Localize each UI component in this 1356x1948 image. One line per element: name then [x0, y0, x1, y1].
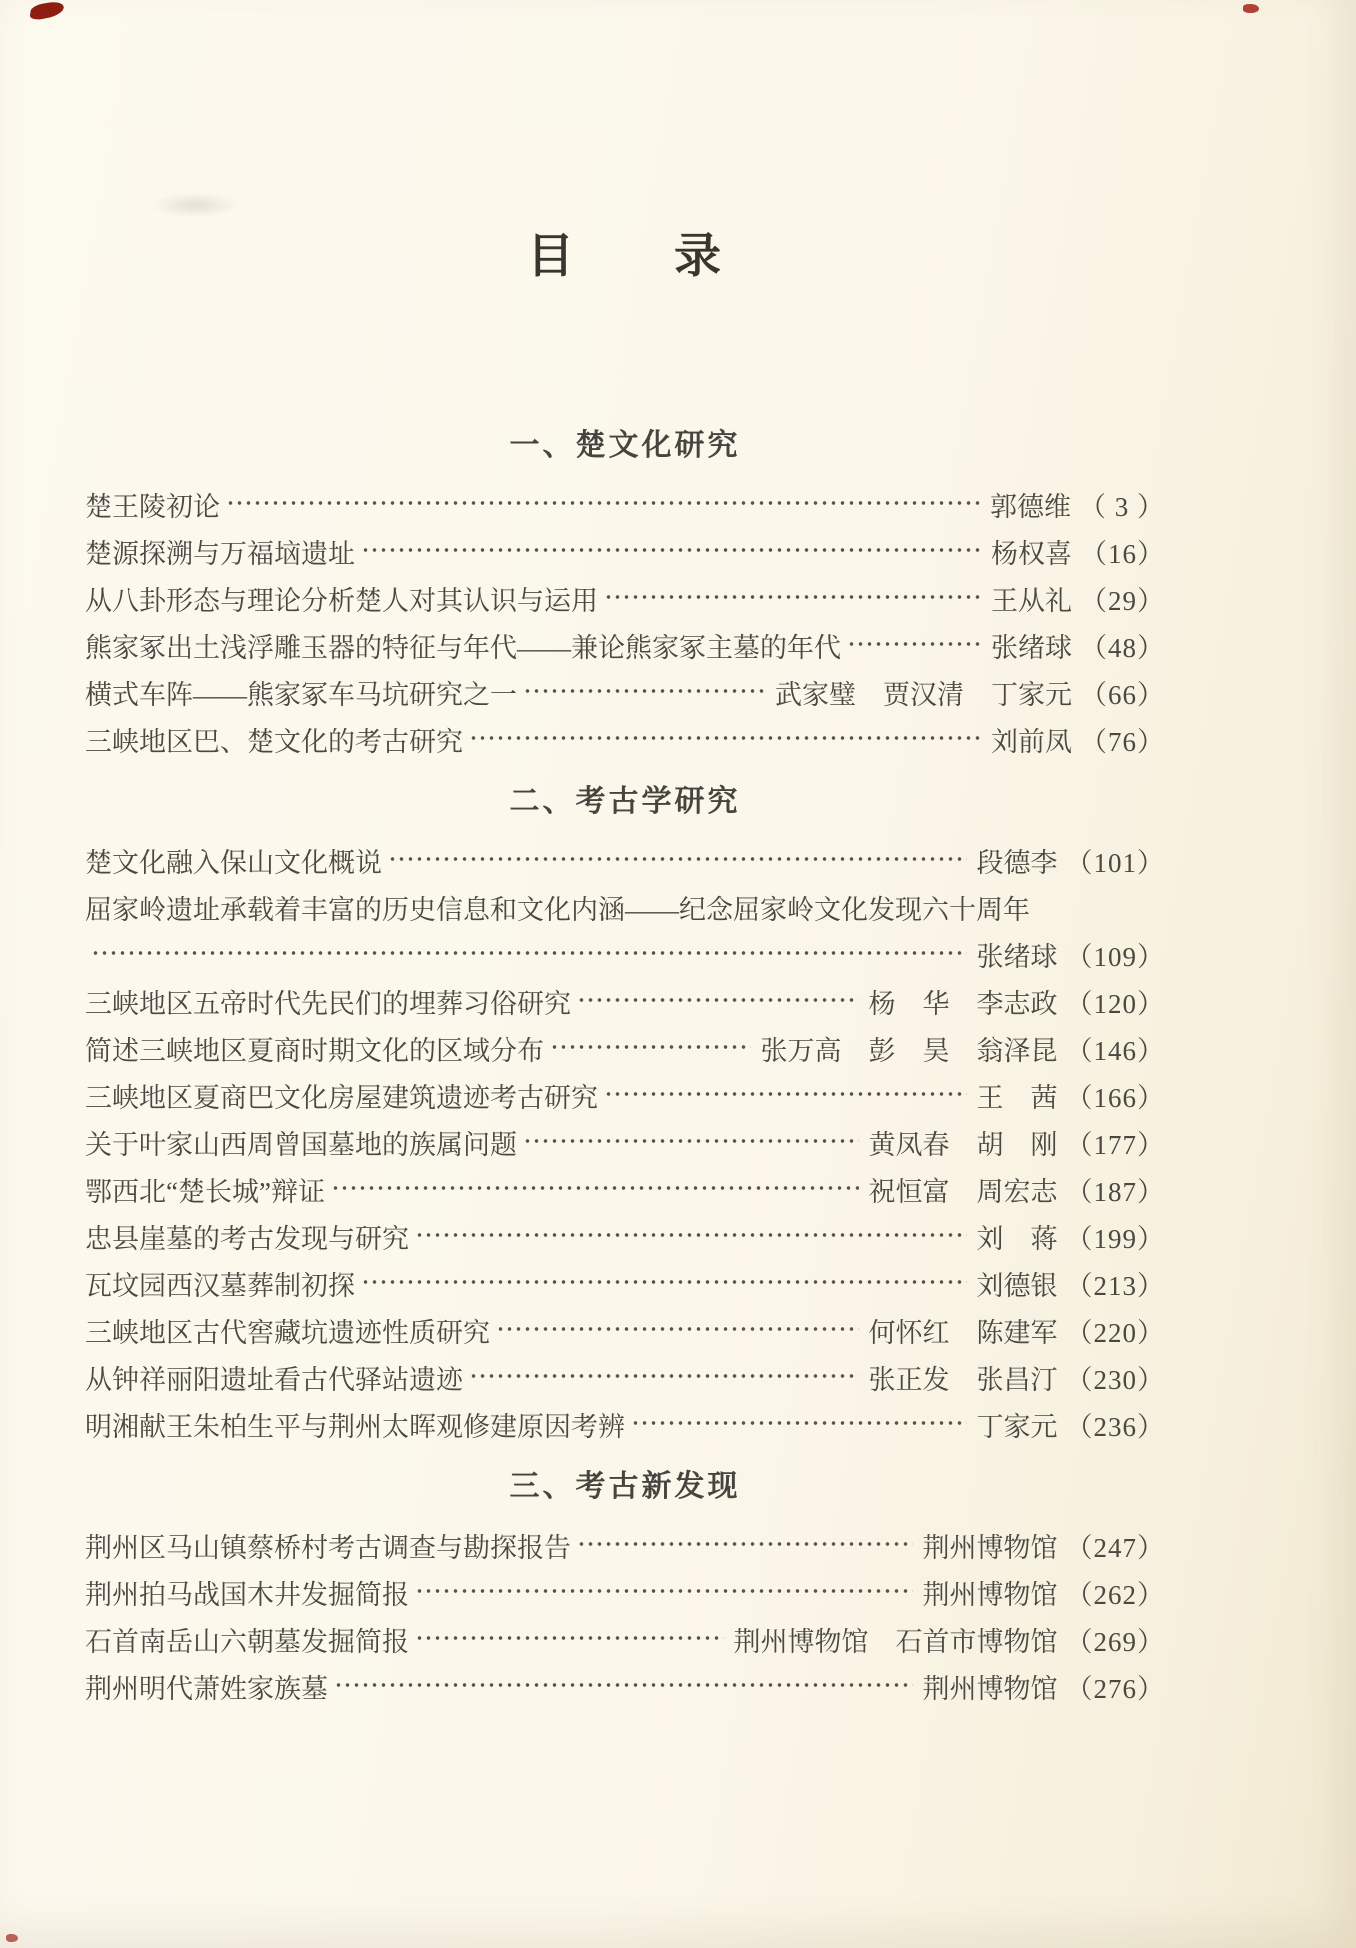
- entry-page: （146）: [1065, 1036, 1165, 1066]
- entry-authors: 杨权喜: [991, 539, 1072, 569]
- toc-entry: [85, 578, 1165, 625]
- dot-leader: [361, 536, 981, 563]
- entry-title: 简述三峡地区夏商时期文化的区域分布: [85, 1036, 544, 1066]
- toc-entry: [85, 625, 1165, 672]
- entry-authors: 荆州博物馆: [922, 1674, 1058, 1704]
- toc-entry: [85, 672, 1165, 719]
- toc-entry: [85, 719, 1165, 766]
- entry-title: 楚王陵初论: [85, 492, 220, 522]
- dot-leader: [361, 1268, 967, 1295]
- toc-entry: [85, 981, 1165, 1028]
- entry-page: （236）: [1065, 1412, 1165, 1442]
- entry-page: （262）: [1065, 1580, 1165, 1610]
- toc-entry: [85, 1357, 1165, 1404]
- entry-title: 鄂西北“楚长城”辩证: [85, 1177, 325, 1207]
- entry-title: 荆州区马山镇蔡桥村考古调查与勘探报告: [85, 1533, 571, 1563]
- entry-page: （ 3 ）: [1079, 492, 1165, 522]
- toc-entry: [85, 840, 1165, 887]
- dot-leader: [496, 1315, 859, 1342]
- entry-page: （120）: [1065, 989, 1165, 1019]
- scan-artifact: [29, 0, 65, 21]
- entry-authors: 刘 蒋: [976, 1224, 1058, 1254]
- entry-page: （230）: [1065, 1365, 1165, 1395]
- entry-list: [85, 840, 1165, 1451]
- section-heading: 一、楚文化研究: [509, 429, 741, 462]
- dot-leader: [331, 1174, 859, 1201]
- entry-page: （109）: [1065, 942, 1165, 972]
- entry-authors: 张绪球: [991, 633, 1072, 663]
- entry-authors: 王 茜: [976, 1083, 1058, 1113]
- entry-authors: 武家璧 贾汉清 丁家元: [775, 680, 1072, 710]
- entry-title: 楚源探溯与万福垴遗址: [85, 539, 355, 569]
- toc-section-3: [85, 1467, 1165, 1713]
- entry-title: 荆州明代萧姓家族墓: [85, 1674, 328, 1704]
- entry-authors: 何怀红 陈建军: [868, 1318, 1058, 1348]
- toc-entry: [85, 1310, 1165, 1357]
- entry-title: 熊家冢出土浅浮雕玉器的特征与年代——兼论熊家冢主墓的年代: [85, 633, 841, 663]
- entry-title: 从八卦形态与理论分析楚人对其认识与运用: [85, 586, 598, 616]
- entry-page: （76）: [1080, 727, 1165, 757]
- entry-authors: 杨 华 李志政: [868, 989, 1058, 1019]
- entry-authors: 荆州博物馆: [922, 1533, 1058, 1563]
- toc-entry: [85, 887, 1165, 934]
- entry-authors: 段德李: [976, 848, 1058, 878]
- scan-artifact: [1243, 4, 1259, 13]
- entry-title: 三峡地区夏商巴文化房屋建筑遗迹考古研究: [85, 1083, 598, 1113]
- entry-authors: 黄凤春 胡 刚: [868, 1130, 1058, 1160]
- dot-leader: [577, 986, 859, 1013]
- entry-authors: 丁家元: [976, 1412, 1058, 1442]
- entry-authors: 张万高 彭 昊 翁泽昆: [760, 1036, 1058, 1066]
- toc-entry: [85, 1122, 1165, 1169]
- entry-page: （66）: [1080, 680, 1165, 710]
- entry-page: （101）: [1065, 848, 1165, 878]
- toc-content: [85, 0, 1165, 1713]
- toc-entry-continuation: [85, 934, 1165, 981]
- entry-page: （199）: [1065, 1224, 1165, 1254]
- dot-leader: [604, 583, 981, 610]
- dot-leader: [604, 1080, 967, 1107]
- dot-leader: [550, 1033, 751, 1060]
- dot-leader: [415, 1221, 967, 1248]
- entry-title: 从钟祥丽阳遗址看古代驿站遗迹: [85, 1365, 463, 1395]
- dot-leader: [523, 677, 765, 704]
- toc-section-2: [85, 782, 1165, 1451]
- entry-page: （16）: [1080, 539, 1165, 569]
- section-heading: 二、考古学研究: [509, 785, 741, 818]
- entry-title: 瓦坟园西汉墓葬制初探: [85, 1271, 355, 1301]
- entry-page: （187）: [1065, 1177, 1165, 1207]
- entry-title: 明湘献王朱柏生平与荆州太晖观修建原因考辨: [85, 1412, 625, 1442]
- entry-authors: 张绪球: [976, 942, 1058, 972]
- entry-title: 屈家岭遗址承载着丰富的历史信息和文化内涵——纪念屈家岭文化发现六十周年: [85, 895, 1030, 925]
- toc-entry: [85, 1216, 1165, 1263]
- dot-leader: [631, 1409, 967, 1436]
- toc-entry: [85, 1263, 1165, 1310]
- toc-sections: [85, 426, 1165, 1713]
- entry-page: （48）: [1080, 633, 1165, 663]
- entry-title: 三峡地区五帝时代先民们的埋葬习俗研究: [85, 989, 571, 1019]
- scan-artifact: [6, 1934, 18, 1942]
- toc-entry: [85, 1075, 1165, 1122]
- entry-authors: 刘德银: [976, 1271, 1058, 1301]
- dot-leader: [847, 630, 981, 657]
- dot-leader: [226, 489, 980, 516]
- toc-entry: [85, 484, 1165, 531]
- entry-list: [85, 1525, 1165, 1713]
- dot-leader: [415, 1577, 913, 1604]
- entry-authors: 张正发 张昌汀: [868, 1365, 1058, 1395]
- entry-page: （213）: [1065, 1271, 1165, 1301]
- entry-page: （166）: [1065, 1083, 1165, 1113]
- entry-authors: 荆州博物馆 石首市博物馆: [733, 1627, 1058, 1657]
- entry-title: 忠县崖墓的考古发现与研究: [85, 1224, 409, 1254]
- dot-leader: [577, 1530, 913, 1557]
- toc-entry: [85, 1619, 1165, 1666]
- entry-page: （220）: [1065, 1318, 1165, 1348]
- entry-page: （177）: [1065, 1130, 1165, 1160]
- toc-entry: [85, 1028, 1165, 1075]
- toc-entry: [85, 1404, 1165, 1451]
- toc-entry: [85, 1525, 1165, 1572]
- toc-entry: [85, 1666, 1165, 1713]
- dot-leader: [334, 1671, 913, 1698]
- toc-section-1: [85, 426, 1165, 766]
- entry-list: [85, 484, 1165, 766]
- entry-title: 三峡地区古代窖藏坑遗迹性质研究: [85, 1318, 490, 1348]
- entry-title: 三峡地区巴、楚文化的考古研究: [85, 727, 463, 757]
- dot-leader: [415, 1624, 724, 1651]
- entry-title: 楚文化融入保山文化概说: [85, 848, 382, 878]
- toc-entry: [85, 531, 1165, 578]
- page-title: 目 录: [527, 231, 723, 283]
- entry-page: （276）: [1065, 1674, 1165, 1704]
- entry-authors: 刘前凤: [991, 727, 1072, 757]
- dot-leader: [523, 1127, 859, 1154]
- dot-leader: [469, 724, 981, 751]
- entry-authors: 郭德维: [990, 492, 1071, 522]
- entry-page: （247）: [1065, 1533, 1165, 1563]
- toc-entry: [85, 1572, 1165, 1619]
- entry-authors: 荆州博物馆: [922, 1580, 1058, 1610]
- entry-authors: 祝恒富 周宏志: [868, 1177, 1058, 1207]
- entry-title: 关于叶家山西周曾国墓地的族属问题: [85, 1130, 517, 1160]
- dot-leader: [469, 1362, 859, 1389]
- section-heading: 三、考古新发现: [509, 1470, 741, 1503]
- entry-title: 石首南岳山六朝墓发掘简报: [85, 1627, 409, 1657]
- toc-entry: [85, 1169, 1165, 1216]
- entry-title: 荆州拍马战国木井发掘简报: [85, 1580, 409, 1610]
- entry-page: （29）: [1080, 586, 1165, 616]
- entry-authors: 王从礼: [991, 586, 1072, 616]
- dot-leader: [91, 939, 967, 966]
- entry-title: 横式车阵——熊家冢车马坑研究之一: [85, 680, 517, 710]
- dot-leader: [388, 845, 967, 872]
- entry-page: （269）: [1065, 1627, 1165, 1657]
